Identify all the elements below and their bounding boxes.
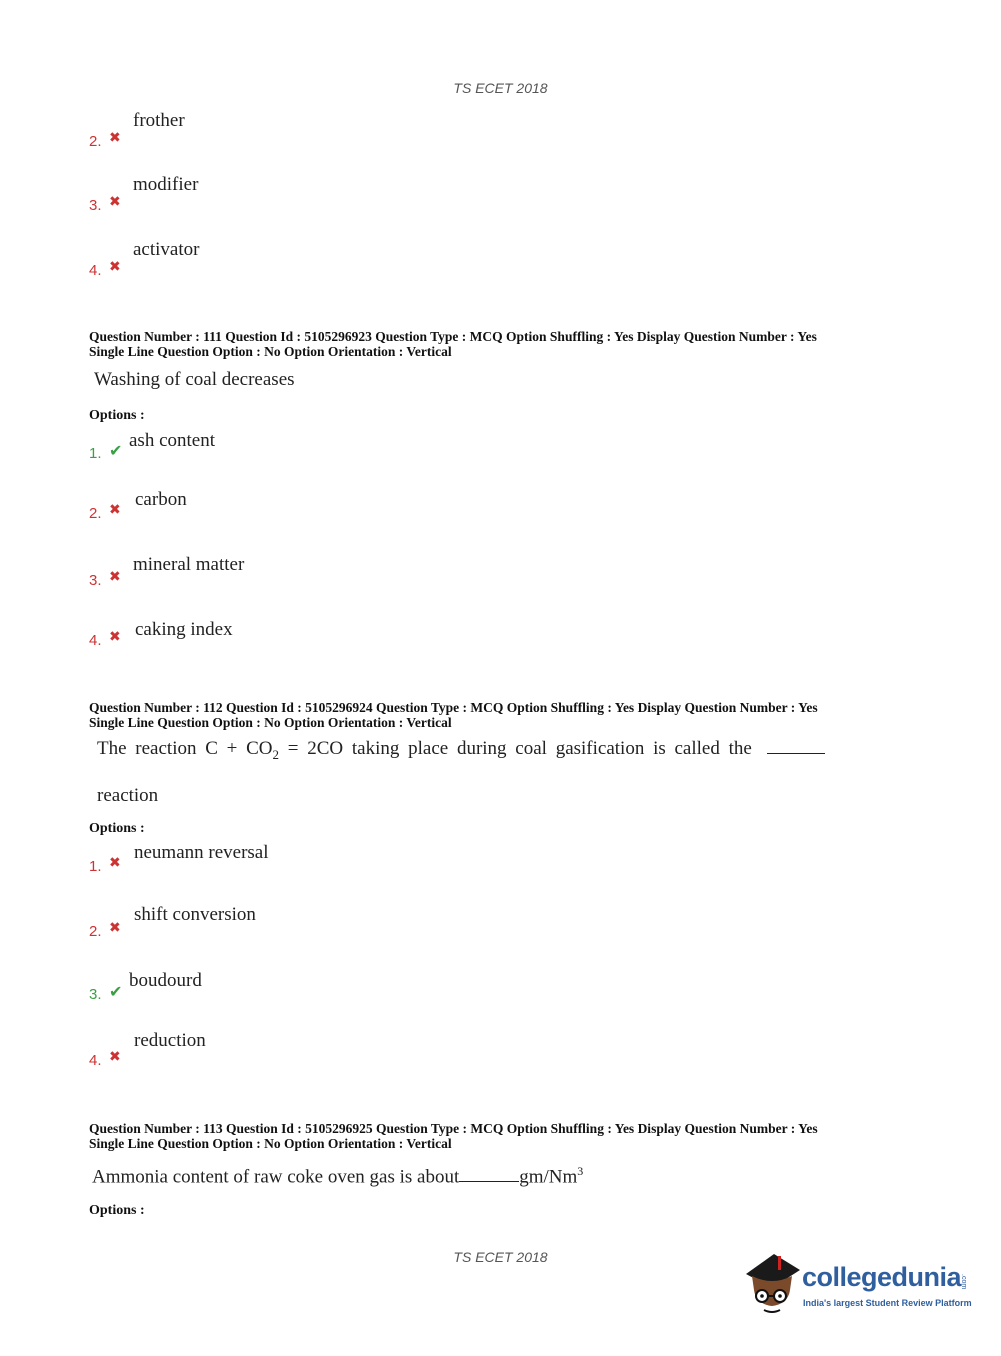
option-number: 2. bbox=[89, 133, 102, 150]
option-text: mineral matter bbox=[133, 554, 245, 575]
option-number: 4. bbox=[89, 1052, 102, 1069]
question-meta bbox=[89, 700, 939, 730]
cross-icon: ✖ bbox=[109, 259, 121, 275]
logo-tagline: India's largest Student Review Platform bbox=[803, 1298, 972, 1308]
option-item bbox=[89, 900, 589, 940]
mascot-icon bbox=[742, 1250, 804, 1320]
option-text: activator bbox=[133, 239, 200, 260]
option-item bbox=[89, 549, 589, 589]
option-item bbox=[89, 1029, 589, 1069]
option-item bbox=[89, 835, 589, 875]
question-meta-line2: Single Line Question Option : No Option Orientation : Vertical bbox=[89, 1136, 452, 1151]
cross-icon: ✖ bbox=[109, 920, 121, 936]
option-text: boudourd bbox=[129, 970, 202, 991]
answer-blank bbox=[767, 739, 825, 754]
page-footer: TS ECET 2018 bbox=[453, 1249, 548, 1265]
check-icon: ✔ bbox=[109, 982, 123, 1001]
option-number: 1. bbox=[89, 445, 102, 462]
cross-icon: ✖ bbox=[109, 855, 121, 871]
question-meta-line1: Question Number : 112 Question Id : 5105296924 Question Type : MCQ Option Shuffling : Yes Display Question Number : Yes bbox=[89, 700, 818, 715]
option-number: 3. bbox=[89, 197, 102, 214]
question-text bbox=[97, 738, 825, 763]
cross-icon: ✖ bbox=[109, 1049, 121, 1065]
question-text-part2: = 2CO taking place during coal gasification is called the bbox=[279, 738, 752, 759]
option-number: 3. bbox=[89, 572, 102, 589]
subscript: 2 bbox=[272, 746, 280, 762]
option-text: shift conversion bbox=[134, 904, 256, 925]
superscript: 3 bbox=[577, 1164, 584, 1178]
cross-icon: ✖ bbox=[109, 502, 121, 518]
collegedunia-logo bbox=[742, 1250, 982, 1320]
check-icon: ✔ bbox=[109, 441, 123, 460]
option-number: 2. bbox=[89, 923, 102, 940]
option-text: reduction bbox=[134, 1030, 206, 1051]
option-number: 3. bbox=[89, 986, 102, 1003]
answer-blank bbox=[459, 1167, 519, 1182]
question-text-part1: The reaction C + CO bbox=[97, 738, 273, 759]
logo-brand: collegedunia bbox=[802, 1262, 962, 1292]
option-text: frother bbox=[133, 110, 185, 131]
option-text: neumann reversal bbox=[134, 842, 269, 863]
options-label: Options : bbox=[89, 408, 145, 423]
option-item bbox=[89, 239, 589, 279]
option-item bbox=[89, 609, 589, 649]
cross-icon: ✖ bbox=[109, 569, 121, 585]
question-meta-line2: Single Line Question Option : No Option Orientation : Vertical bbox=[89, 344, 452, 359]
question-meta-line1: Question Number : 111 Question Id : 5105296923 Question Type : MCQ Option Shuffling : Yes Display Question Number : Yes bbox=[89, 329, 817, 344]
option-item bbox=[89, 174, 589, 214]
option-text: ash content bbox=[129, 430, 216, 451]
logo-com: .com bbox=[960, 1274, 967, 1290]
option-number: 4. bbox=[89, 262, 102, 279]
question-meta bbox=[89, 1121, 939, 1151]
option-number: 4. bbox=[89, 632, 102, 649]
cross-icon: ✖ bbox=[109, 130, 121, 146]
question-text bbox=[92, 1164, 583, 1188]
option-text: carbon bbox=[135, 489, 187, 510]
option-item bbox=[89, 422, 589, 462]
page-header: TS ECET 2018 bbox=[453, 80, 548, 96]
option-number: 2. bbox=[89, 505, 102, 522]
option-number: 1. bbox=[89, 858, 102, 875]
option-item bbox=[89, 110, 589, 150]
question-text-line2: reaction bbox=[97, 785, 159, 806]
option-item bbox=[89, 963, 589, 1003]
option-text: caking index bbox=[135, 619, 233, 640]
question-text-part2: gm/Nm bbox=[519, 1166, 578, 1188]
question-meta-line1: Question Number : 113 Question Id : 5105296925 Question Type : MCQ Option Shuffling : Yes Display Question Number : Yes bbox=[89, 1121, 818, 1136]
options-label: Options : bbox=[89, 1203, 145, 1218]
question-meta bbox=[89, 329, 939, 359]
cross-icon: ✖ bbox=[109, 194, 121, 210]
question-text: Washing of coal decreases bbox=[94, 369, 295, 390]
question-text-part1: Ammonia content of raw coke oven gas is about bbox=[92, 1166, 460, 1188]
question-meta-line2: Single Line Question Option : No Option Orientation : Vertical bbox=[89, 715, 452, 730]
options-label: Options : bbox=[89, 821, 145, 836]
option-item bbox=[89, 482, 589, 522]
option-text: modifier bbox=[133, 174, 199, 195]
cross-icon: ✖ bbox=[109, 629, 121, 645]
